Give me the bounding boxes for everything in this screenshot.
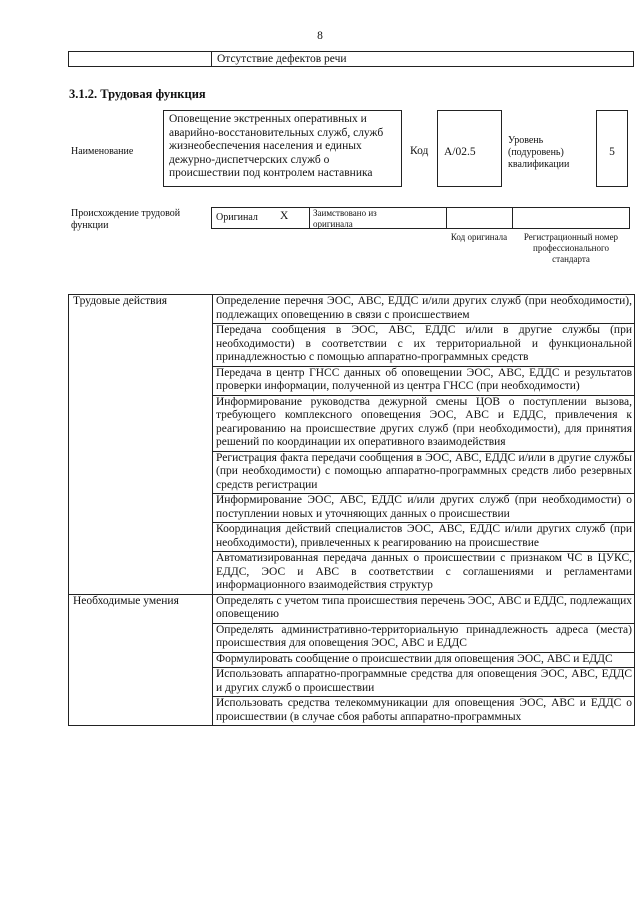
description-cell: Информирование руководства дежурной смены ЦОВ о поступлении вызова, требующего комплексного оповещения ЭОС, АВС и ЕДДС, привлечения к реагированию на происшествие других служб (при необходимости), для принятия решений по координации их оперативного взаимодействия: [213, 395, 635, 451]
borrowed-label: Заимствовано из оригинала: [313, 208, 377, 229]
level-value: 5: [609, 146, 615, 158]
labor-function-table: [68, 294, 635, 726]
row-divider: [211, 51, 212, 67]
level-label: Уровень (подуровень) квалификации: [508, 135, 570, 170]
description-cell: Определять административно-территориальную принадлежность адреса (места) происшествия для оповещения ЭОС, АВС и ЕДДС: [213, 623, 635, 652]
description-cell: Регистрация факта передачи сообщения в ЭОС, АВС, ЕДДС и/или в другие службы (при необходимости) с помощью аппаратно-программных средств либо резервных средств регистрации: [213, 451, 635, 494]
previous-row-text: Отсутствие дефектов речи: [217, 53, 347, 65]
description-cell: Информирование ЭОС, АВС, ЕДДС и/или других служб (при необходимости) о поступлении новых и уточняющих данных о происшествии: [213, 494, 635, 523]
description-cell: Определение перечня ЭОС, АВС, ЕДДС и/или других служб (при необходимости), подлежащих оповещению в связи с происшествием: [213, 295, 635, 324]
category-cell: Трудовые действия: [69, 295, 213, 595]
previous-table-row: [68, 51, 634, 67]
origin-divider: [309, 207, 310, 229]
description-cell: Использовать средства телекоммуникации для оповещения ЭОС, АВС и ЕДДС о происшествии (в случае сбоя работы аппаратно-программных: [213, 697, 635, 726]
description-cell: Координация действий специалистов ЭОС, АВС, ЕДДС и/или других служб (при необходимости), привлеченных к реагированию на происшествие: [213, 523, 635, 552]
level-box: [596, 110, 628, 187]
description-cell: Формулировать сообщение о происшествии для оповещения ЭОС, АВС и ЕДДС: [213, 652, 635, 668]
description-cell: Передача в центр ГНСС данных об оповещении ЭОС, АВС, ЕДДС и результатов проверки информации, полученной из центра ГНСС (при необходимости): [213, 366, 635, 395]
registration-number-caption: Регистрационный номер профессионального стандарта: [523, 232, 619, 264]
table-row: [69, 594, 635, 623]
original-mark: X: [280, 210, 289, 222]
origin-divider: [512, 207, 513, 229]
table-row: [69, 295, 635, 324]
function-name-text: Оповещение экстренных оперативных и аварийно-восстановительных служб, служб жизнеобеспечения населения и единых дежурно-диспетчерских служб о происшествии под контролем наставника: [169, 113, 384, 179]
code-box: [437, 110, 502, 187]
description-cell: Автоматизированная передача данных о происшествии с признаком ЧС в ЦУКС, ЕДДС, ЭОС и АВС в соответствии с соглашениями и регламентами информационного взаимодействия структур: [213, 552, 635, 595]
function-name-box: [163, 110, 402, 187]
origin-label: Происхождение трудовой функции: [71, 208, 181, 231]
origin-divider: [446, 207, 447, 229]
description-cell: Передача сообщения в ЭОС, АВС, ЕДДС и/или в другие службы (при необходимости) в соответствии с их территориальной и функциональной принадлежностью с помощью аппаратно-программных средств: [213, 324, 635, 367]
category-cell: Необходимые умения: [69, 594, 213, 726]
original-label: Оригинал: [216, 212, 258, 223]
code-original-caption: Код оригинала: [450, 232, 508, 242]
page-number: 8: [317, 30, 323, 42]
code-label: Код: [410, 145, 429, 157]
code-value: A/02.5: [444, 146, 476, 158]
name-label: Наименование: [71, 146, 134, 157]
description-cell: Использовать аппаратно-программные средства для оповещения ЭОС, АВС, ЕДДС и других служб о происшествии: [213, 668, 635, 697]
origin-row: [211, 207, 630, 229]
section-title: 3.1.2. Трудовая функция: [69, 87, 206, 101]
description-cell: Определять с учетом типа происшествия перечень ЭОС, АВС и ЕДДС, подлежащих оповещению: [213, 594, 635, 623]
